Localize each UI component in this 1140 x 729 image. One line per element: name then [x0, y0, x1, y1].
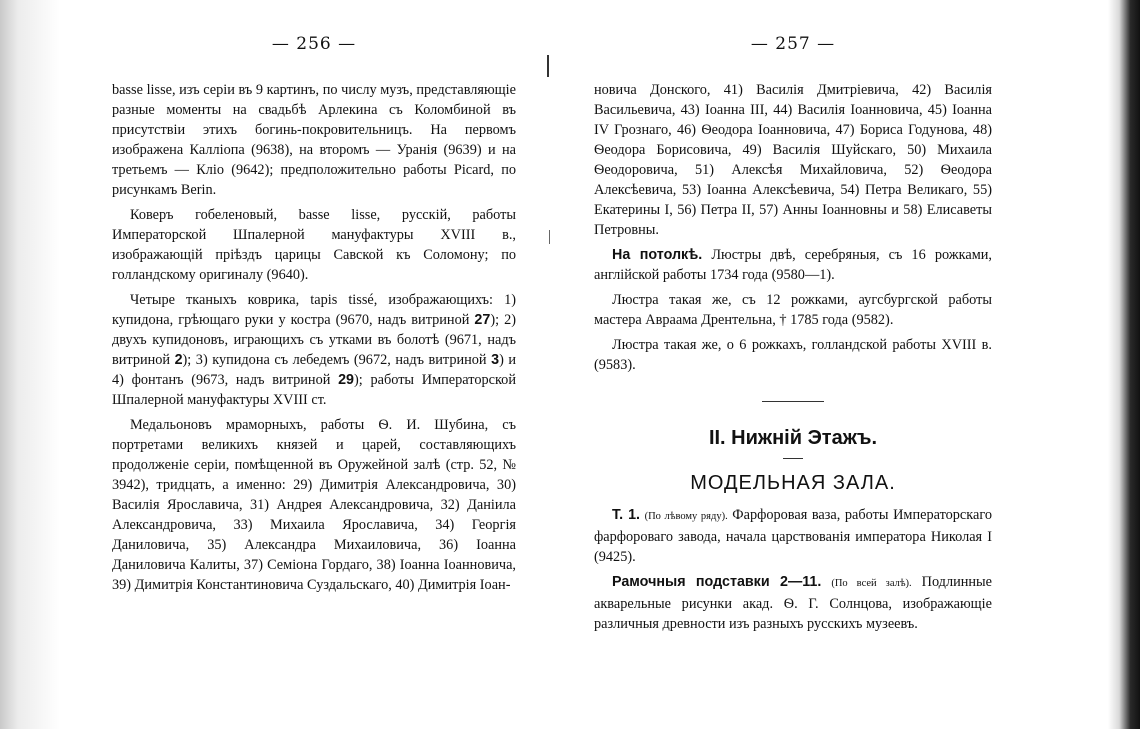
t1-text: Фарфоровая ваза, работы Императорскаго фарфороваго завода, начала царствованія императора Николая I (9425).: [594, 507, 992, 565]
left-page-body: [112, 80, 516, 595]
frames-text: Подлинные акварельные рисунки акад. Ѳ. Г. Солнцова, изображающіе различныя древности изъ разныхъ русскихъ музеевъ.: [594, 574, 992, 632]
scan-edge-right: [1108, 0, 1140, 729]
t1-location: (По лѣвому ряду).: [644, 511, 728, 522]
paragraph-frame-stands: [594, 572, 992, 634]
rugs-text-2: ); 2) двухъ купидоновъ, играющихъ съ утками въ болотѣ (9671, надъ витриной: [112, 312, 517, 368]
paragraph-gobelin-rug: Коверъ гобеленовый, basse lisse, русскій, работы Императорской Шпалерной мануфактуры XVIII в., изображающій пріѣздъ царицы Савской къ Соломону; по голландскому оригиналу (9640).: [112, 207, 516, 283]
paragraph-ceiling: [594, 245, 992, 285]
rugs-text-3: ); 3) купидона съ лебедемъ (9672, надъ витриной: [182, 352, 492, 368]
paragraph-chandelier-dutch: Люстра такая же, о 6 рожкахъ, голландской работы XVIII в. (9583).: [594, 337, 992, 373]
frames-location: (По всей залѣ).: [831, 578, 912, 589]
showcase-number: 29: [338, 372, 354, 388]
frames-label: Рамочныя подставки 2—11.: [612, 574, 822, 590]
gutter-mark-small: [549, 230, 550, 244]
paragraph-chandelier-augsburg: Люстра такая же, съ 12 рожками, аугсбургской работы мастера Авраама Дрентельна, † 1785 года (9582).: [594, 292, 992, 328]
hall-title: МОДЕЛЬНАЯ ЗАЛА.: [690, 472, 896, 494]
section-title: II. Нижній Этажъ.: [708, 427, 878, 449]
showcase-number: 27: [474, 312, 491, 328]
t1-label: Т. 1.: [612, 507, 640, 523]
page-number-left: — 256 —: [271, 34, 357, 54]
paragraph-medallions-continued: новича Донского, 41) Василія Дмитріевича, 42) Василія Васильевича, 43) Іоанна III, 44) Василія Іоанновича, 45) Іоанна IV Грознаго, 46) Ѳеодора Іоанновича, 47) Бориса Годунова, 48) Ѳеодора Борисовича, 49) Василія Шуйскаго, 50) Михаила Ѳеодоровича, 51) Алексѣя Михайловича, 52) Ѳеодора Алексѣевича, 53) Іоанна Алексѣевича, 54) Петра Великаго, 55) Екатерины I, 56) Петра II, 57) Анны Іоанновны и 58) Елисаветы Петровны.: [594, 82, 992, 238]
ceiling-label: На потолкѣ.: [612, 247, 703, 263]
paragraph-woven-rugs: [112, 290, 516, 410]
section-divider: [762, 401, 824, 402]
scan-edge-left: [0, 0, 60, 729]
paragraph-tapestries: basse lisse, изъ серіи въ 9 картинъ, по числу музъ, представляющіе разные моменты на свадьбѣ Арлекина съ Коломбиной въ присутствіи этихъ богинь-покровительницъ. На первомъ изображена Калліопа (9638), на второмъ — Уранія (9639) и на третьемъ — Кліо (9642); предположительно работы Picard, по рисункамъ Berin.: [112, 82, 516, 198]
gutter-mark: [547, 55, 549, 77]
rugs-text-4: ) и 4) фонтанъ (9673, надъ витриной: [112, 352, 516, 388]
title-divider: [783, 458, 803, 459]
rugs-text-5: ); работы Императорской Шпалерной мануфактуры XVIII ст.: [112, 372, 516, 408]
showcase-number: 3: [491, 352, 500, 368]
ceiling-text: Люстры двѣ, серебряныя, съ 16 рожками, англійской работы 1734 года (9580—1).: [594, 247, 992, 283]
page-number-right: — 257 —: [750, 34, 836, 54]
right-page: [594, 34, 992, 639]
rugs-text-1: Четыре тканыхъ коврика, tapis tissé, изображающихъ: 1) купидона, грѣющаго руки у костра (9670, надъ витриной: [112, 292, 516, 328]
right-page-body: [594, 80, 992, 634]
paragraph-t1-vase: [594, 505, 992, 567]
showcase-number: 2: [174, 352, 183, 368]
paragraph-medallions: Медальоновъ мраморныхъ, работы Ѳ. И. Шубина, съ портретами великихъ князей и царей, составляющихъ продолженіе серіи, помѣщенной въ Оружейной залѣ (стр. 52, № 3942), тридцать, а именно: 29) Димитрія Александровича, 30) Василія Ярославича, 31) Андрея Александровича, 32) Даніила Александровича, 33) Михаила Ярославича, 34) Георгія Даниловича, 35) Александра Михаиловича, 36) Іоанна Даниловича Калиты, 37) Семіона Гордаго, 38) Іоанна Іоанновича, 39) Димитрія Константиновича Суздальскаго, 40) Димитрія Іоан-: [112, 417, 516, 593]
left-page: [112, 34, 516, 600]
